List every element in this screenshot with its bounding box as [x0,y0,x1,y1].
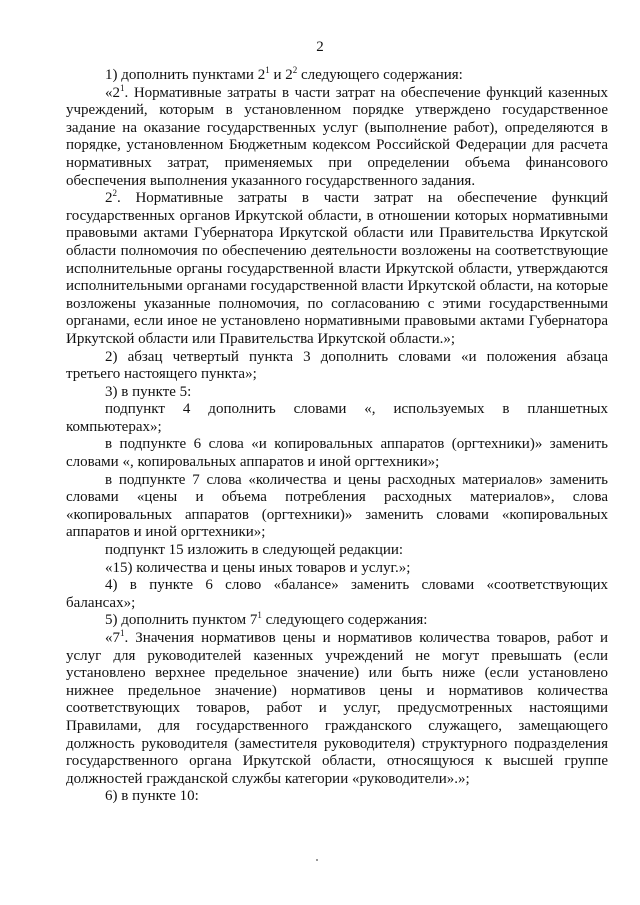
document-body [66,67,608,806]
paragraph-text: следующего содержания: [297,67,463,83]
paragraph-text: . Нормативные затраты в части затрат на обеспечение функций казенных учреждений, которым в установленном порядке утверждено государственное задание на оказание государственных услуг (выполнение работ), определяются в порядке, установленном Бюджетным кодексом Российской Федерации для расчета нормативных затрат, применяемых при определении объема финансового обеспечения выполнения указанного государственного задания. [66,84,608,189]
paragraph-item-3: 3) в пункте 5: [105,383,192,400]
superscript: 2 [292,65,298,75]
scan-speck [316,859,318,861]
paragraph-text: 2 [105,190,113,207]
paragraph-text: «7 [105,630,120,646]
paragraph-text: следующего содержания: [261,612,428,629]
paragraph-clause-7-1 [66,630,608,788]
paragraph-item-2: 2) абзац четвертый пункта 3 дополнить словами «и положения абзаца третьего настоящего пункта»; [66,348,608,383]
paragraph-clause-2-1 [66,82,608,191]
paragraph-text: . Значения нормативов цены и нормативов количества товаров, работ и услуг для руководителей казенных учреждений не могут превышать (если установлено верхнее предельное значение) или быть ниже (если установлено нижнее предельное значение) нормативов цены и нормативов количества соответствующих товаров, работ и услуг, предусмотренных настоящими Правилами, для государственного гражданского служащего, замещающего должность руководителя (заместителя руководителя) структурного подразделения государственного органа Иркутской области, относящуюся к высшей группе должностей гражданской службы категории «руководители».»; [66,630,608,787]
paragraph-item-6: 6) в пункте 10: [105,788,199,805]
superscript: 1 [120,82,125,93]
superscript: 2 [112,188,117,199]
superscript: 1 [257,610,262,621]
paragraph-subitem-4: подпункт 4 дополнить словами «, используемых в планшетных компьютерах»; [66,401,608,435]
paragraph-text: . Нормативные затраты в части затрат на обеспечение функций государственных органов Иркутской области, в отношении которых нормативными правовыми актами Губернатора Иркутской области или Правительства Иркутской области полномочия по обеспечению деятельности возложены на соответствующие исполнительные органы государственной власти Иркутской области, утверждаются исполнительными органами государственной власти Иркутской области, на которые возложены указанные полномочия, по согласованию с этими государственными органами, если иное не установлено нормативными правовыми актами Губернатора Иркутской области или Правительства Иркутской области.»; [66,190,608,347]
paragraph-item-4: 4) в пункте 6 слово «балансе» заменить словами «соответствующих балансах»; [66,577,608,611]
paragraph-item-1 [66,67,608,85]
superscript: 1 [120,628,125,638]
paragraph-text: 5) дополнить пунктом 7 [105,612,258,629]
paragraph-quote-15: «15) количества и цены иных товаров и услуг.»; [105,559,411,576]
paragraph-subitem-15: подпункт 15 изложить в следующей редакции: [105,542,404,559]
paragraph-text: и 2 [269,67,293,83]
paragraph-item-5 [66,612,608,630]
paragraph-text: «2 [105,84,120,101]
page-number: 2 [316,39,324,55]
paragraph-clause-2-2 [66,190,608,348]
paragraph-text: 1) дополнить пунктами 2 [105,67,266,83]
paragraph-subitem-7: в подпункте 7 слова «количества и цены расходных материалов» заменить словами «цены и объема потребления расходных материалов», слова «копировальных аппаратов (оргтехники)» заменить словами «копировальных аппаратов и иной оргтехники»; [66,471,608,541]
paragraph-subitem-6: в подпункте 6 слова «и копировальных аппаратов (оргтехники)» заменить словами «, копировальных аппаратов и иной оргтехники»; [66,436,608,471]
superscript: 1 [265,65,270,75]
